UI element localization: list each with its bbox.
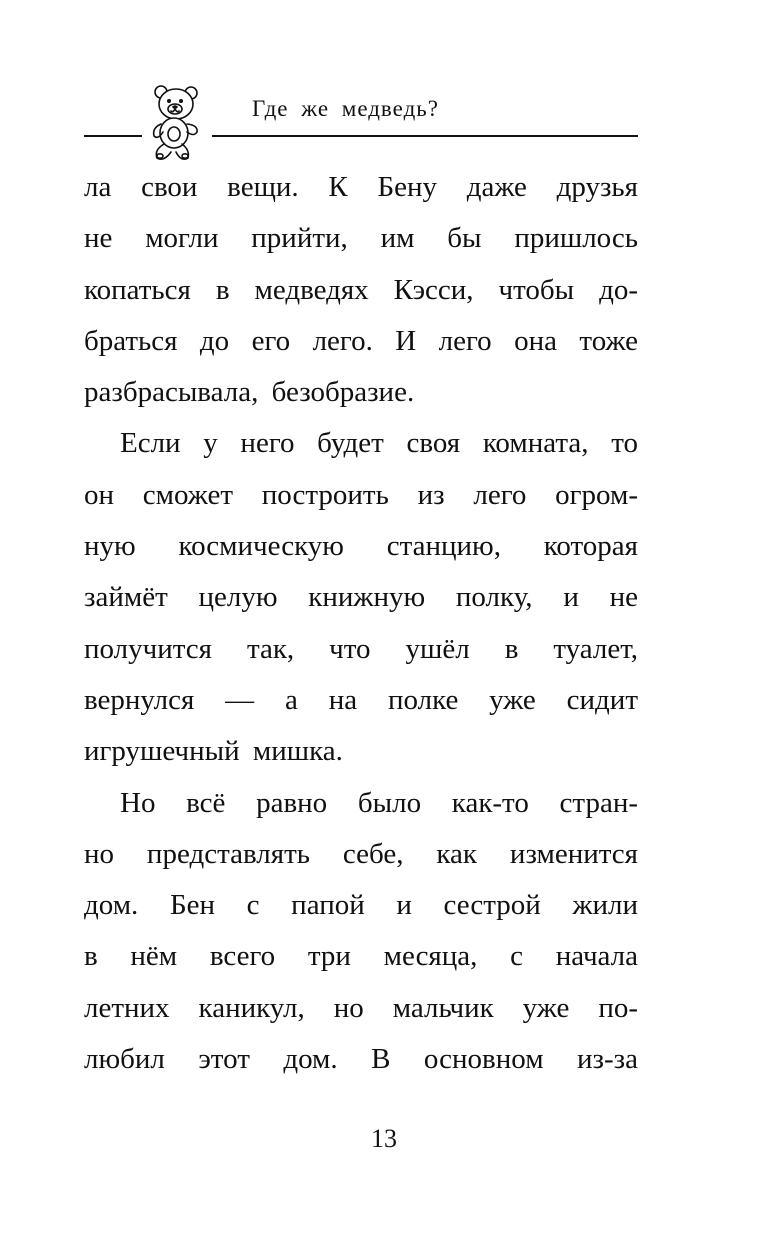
text-line: дом. Бен с папой и сестрой жили [84, 889, 638, 922]
text-line: в нём всего три месяца, с начала [84, 940, 638, 973]
text-line: ла свои вещи. К Бену даже друзья [84, 171, 638, 203]
running-title: Где же медведь? [252, 96, 439, 121]
text-line: вернулся — а на полке уже сидит [84, 683, 638, 716]
text-line: игрушечный мишка. [84, 735, 343, 768]
teddy-bear-icon [144, 80, 208, 162]
header-rule-left [84, 135, 142, 137]
page-number: 13 [371, 1124, 397, 1153]
text-line: любил этот дом. В основном из-за [84, 1043, 638, 1076]
text-line: летних каникул, но мальчик уже по- [84, 991, 638, 1024]
text-line: Но всё равно было как-то стран- [120, 786, 638, 819]
body-text [84, 162, 638, 1085]
text-line: разбрасывала, безобразие. [84, 376, 415, 409]
text-line: займёт целую книжную полку, и не [84, 581, 638, 614]
text-line: но представлять себе, как изменится [84, 837, 638, 870]
header-rule-right [212, 135, 638, 137]
text-line: он сможет построить из лего огром- [84, 478, 638, 511]
text-line: не могли прийти, им бы пришлось [84, 222, 638, 255]
text-line: браться до его лего. И лего она тоже [84, 324, 638, 357]
text-line: копаться в медведях Кэсси, чтобы до- [84, 273, 638, 306]
text-line: получится так, что ушёл в туалет, [84, 632, 638, 665]
text-line: ную космическую станцию, которая [84, 530, 638, 563]
text-line: Если у него будет своя комната, то [120, 427, 638, 460]
running-header [0, 0, 768, 170]
